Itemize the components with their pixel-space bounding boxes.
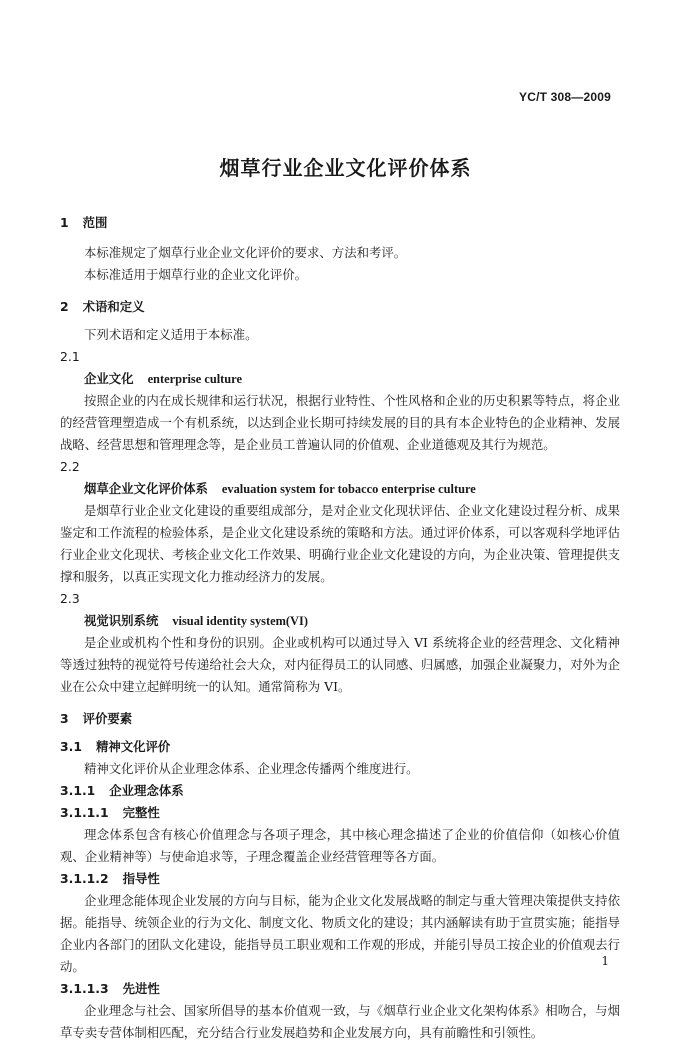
section-1-heading bbox=[60, 212, 620, 234]
subsection-number: 3.1.1.2 bbox=[60, 871, 109, 886]
document-body bbox=[60, 212, 620, 1044]
section-title: 范围 bbox=[82, 215, 108, 230]
paragraph: 下列术语和定义适用于本标准。 bbox=[84, 327, 258, 342]
subsection-title: 指导性 bbox=[122, 871, 160, 886]
section-number: 2 bbox=[60, 299, 69, 314]
section-2-heading bbox=[60, 296, 620, 318]
term-number: 2.1 bbox=[60, 349, 80, 364]
section-3-heading bbox=[60, 708, 620, 730]
subsection-title: 先进性 bbox=[122, 981, 160, 996]
term-entry bbox=[60, 368, 620, 390]
term-english: enterprise culture bbox=[147, 372, 242, 386]
paragraph: 本标准规定了烟草行业企业文化评价的要求、方法和考评。 bbox=[84, 245, 407, 260]
subsection-title: 完整性 bbox=[122, 805, 160, 820]
section-title: 术语和定义 bbox=[82, 299, 145, 314]
paragraph: 企业理念与社会、国家所倡导的基本价值观一致，与《烟草行业企业文化架构体系》相吻合，与烟草专卖专营体制相匹配，充分结合行业发展趋势和企业发展方向，具有前瞻性和引领性。 bbox=[60, 1003, 620, 1040]
document-title: 烟草行业企业文化评价体系 bbox=[219, 156, 472, 180]
paragraph: 理念体系包含有核心价值理念与各项子理念，其中核心理念描述了企业的价值信仰（如核心价值观、企业精神等）与使命追求等，子理念覆盖企业经营管理等各方面。 bbox=[60, 827, 620, 864]
term-chinese: 企业文化 bbox=[84, 371, 134, 386]
term-chinese: 烟草企业文化评价体系 bbox=[84, 481, 208, 496]
section-title: 评价要素 bbox=[82, 711, 133, 726]
term-entry bbox=[60, 610, 620, 632]
paragraph: 本标准适用于烟草行业的企业文化评价。 bbox=[84, 267, 308, 282]
subsection-3-1-1-3-heading bbox=[60, 978, 620, 1000]
term-entry bbox=[60, 478, 620, 500]
term-number: 2.2 bbox=[60, 459, 80, 474]
subsection-number: 3.1.1.1 bbox=[60, 805, 109, 820]
term-definition: 是企业或机构个性和身份的识别。企业或机构可以通过导入 VI 系统将企业的经营理念、文化精神等透过独特的视觉符号传递给社会大众，对内征得员工的认同感、归属感，加强企业凝聚力，对外为企业在公众中建立起鲜明统一的认知。通常简称为 VI。 bbox=[60, 635, 620, 694]
term-english: visual identity system(VI) bbox=[172, 614, 308, 628]
term-definition: 按照企业的内在成长规律和运行状况，根据行业特性、个性风格和企业的历史积累等特点，将企业的经营管理塑造成一个有机系统，以达到企业长期可持续发展的目的具有本企业特色的企业精神、发展战略、经营思想和管理理念等，是企业员工普遍认同的价值观、企业道德观及其行为规范。 bbox=[60, 393, 620, 452]
term-definition: 是烟草行业企业文化建设的重要组成部分，是对企业文化现状评估、企业文化建设过程分析、成果鉴定和工作流程的检验体系，是企业文化建设系统的策略和方法。通过评价体系，可以客观科学地评估行业企业文化现状、考核企业文化工作效果、明确行业企业文化建设的方向，为企业决策、管理提供支撑和服务，以真正实现文化力推动经济力的发展。 bbox=[60, 503, 620, 584]
subsection-3-1-1-1-heading bbox=[60, 802, 620, 824]
term-chinese: 视觉识别系统 bbox=[84, 613, 159, 628]
subsection-3-1-heading bbox=[60, 736, 620, 758]
page-number: 1 bbox=[601, 954, 609, 968]
term-number: 2.3 bbox=[60, 591, 80, 606]
paragraph: 精神文化评价从企业理念体系、企业理念传播两个维度进行。 bbox=[84, 761, 419, 776]
subsection-3-1-1-heading bbox=[60, 780, 620, 802]
subsection-number: 3.1 bbox=[60, 739, 82, 754]
section-number: 3 bbox=[60, 711, 69, 726]
subsection-3-1-1-2-heading bbox=[60, 868, 620, 890]
section-number: 1 bbox=[60, 215, 69, 230]
subsection-title: 企业理念体系 bbox=[109, 783, 184, 798]
standard-code: YC/T 308—2009 bbox=[519, 90, 611, 104]
term-english: evaluation system for tobacco enterprise culture bbox=[221, 482, 476, 496]
subsection-number: 3.1.1.3 bbox=[60, 981, 109, 996]
subsection-number: 3.1.1 bbox=[60, 783, 96, 798]
subsection-title: 精神文化评价 bbox=[95, 739, 171, 754]
paragraph: 企业理念能体现企业发展的方向与目标，能为企业文化发展战略的制定与重大管理决策提供支持依据。能指导、统领企业的行为文化、制度文化、物质文化的建设；其内涵解读有助于宣贯实施；能指导企业内各部门的团队文化建设，能指导员工职业观和工作观的形成，并能引导员工按企业的价值观去行动。 bbox=[60, 893, 620, 974]
